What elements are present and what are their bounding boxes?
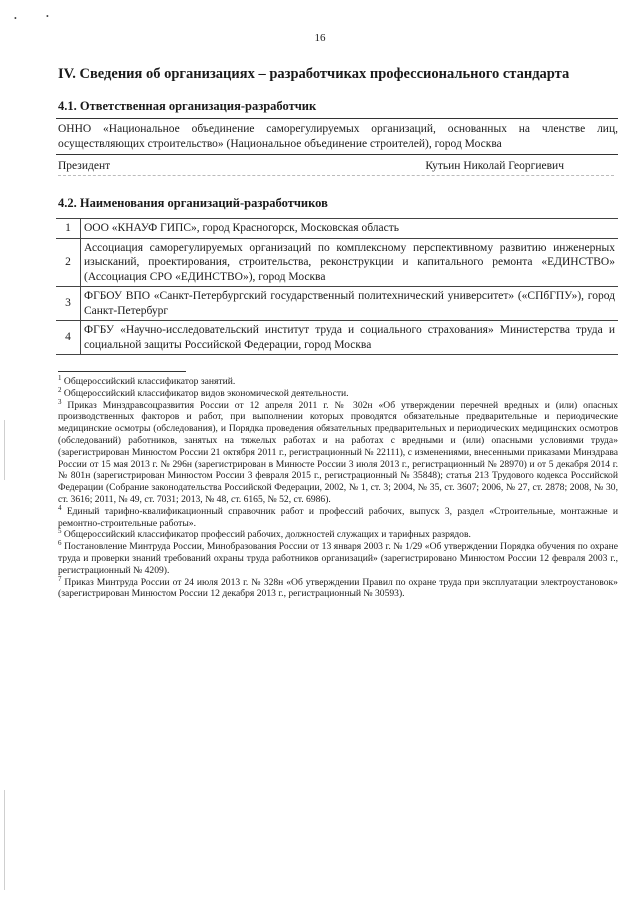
footnote-text: Приказ Минтруда России от 24 июля 2013 г. № 328н «Об утверждении Правил по охране труда при эксплуатации электроустановок» (зарегистрирован Минюстом России 12 декабря 2013 г., регистрационный № 30593). [58, 576, 618, 600]
signatory-position: Президент [58, 160, 111, 172]
footnote-mark: 6 [58, 538, 62, 547]
footnote-mark: 7 [58, 574, 62, 583]
row-number: 4 [56, 321, 81, 355]
table-row [56, 238, 618, 287]
table-row [56, 287, 618, 321]
footnote-mark: 3 [58, 397, 62, 406]
footnote-mark: 2 [58, 385, 62, 394]
footnote-separator [58, 371, 186, 372]
subsection-title-responsible: 4.1. Ответственная организация-разработчик [58, 99, 317, 113]
row-number: 1 [56, 219, 81, 239]
responsible-org-box [56, 118, 618, 155]
table-row [56, 219, 618, 239]
footnote [58, 529, 618, 541]
section-title: IV. Сведения об организациях – разработчиках профессионального стандарта [58, 66, 570, 82]
footnotes [58, 373, 619, 600]
footnote [58, 397, 618, 506]
footnote [58, 385, 618, 400]
scan-edge-mark [4, 790, 5, 890]
footnote [58, 574, 618, 601]
row-org-name: Ассоциация саморегулируемых организаций по комплексному перспективному развитию инженерных изысканий, проектирования, строительства, реконструкции и капитального ремонта «ЕДИНСТВО» (Ассоциация СРО «ЕДИНСТВО»), город Москва [81, 238, 619, 287]
footnote [58, 503, 618, 530]
signatory-row [58, 160, 614, 176]
signatory-name: Кутьин Николай Георгиевич [425, 160, 564, 172]
footnote-text: Общероссийский классификатор занятий. [63, 376, 236, 387]
row-number: 3 [56, 287, 81, 321]
footnote-text: Единый тарифно-квалификационный справочник работ и профессий рабочих, выпуск 3, раздел «Строительные, монтажные и ремонтно-строительные работы». [58, 505, 618, 529]
scan-speck: • [46, 12, 49, 21]
page-number: 16 [314, 32, 326, 44]
row-org-name: ФГБОУ ВПО «Санкт-Петербургский государственный политехнический университет» («СПбГПУ»), город Санкт-Петербург [81, 287, 619, 321]
row-org-name: ФГБУ «Научно-исследовательский институт труда и социального страхования» Министерства труда и социальной защиты Российской Федерации, город Москва [81, 321, 619, 355]
scan-edge-mark [4, 420, 5, 480]
footnote-mark: 5 [58, 527, 62, 536]
developers-table [56, 218, 618, 355]
footnote-text: Общероссийский классификатор видов экономической деятельности. [63, 387, 349, 399]
responsible-org-text: ОННО «Национальное объединение саморегулируемых организаций, основанных на членстве лиц, осуществляющих строительство» (Национальное объединение строителей), город Москва [58, 123, 618, 150]
footnote [58, 373, 618, 388]
row-number: 2 [56, 238, 81, 287]
footnote-text: Постановление Минтруда России, Минобразования России от 13 января 2003 г. № 1/29 «Об утверждении Порядка обучения по охране труда и проверки знаний требований охраны труда работников организаций» (зарегистрировано Минюстом России 12 февраля 2003 г., регистрационный № 4209). [58, 541, 619, 576]
footnote [58, 538, 619, 576]
table-row [56, 321, 618, 355]
scan-speck: • [14, 14, 17, 23]
subsection-title-developers: 4.2. Наименования организаций-разработчиков [58, 196, 328, 210]
footnote-text: Общероссийский классификатор профессий рабочих, должностей служащих и тарифных разрядов. [63, 529, 471, 541]
footnote-mark: 1 [58, 373, 62, 382]
footnote-mark: 4 [58, 503, 62, 512]
footnote-text: Приказ Минздравсоцразвития России от 12 апреля 2011 г. № 302н «Об утверждении перечней вредных и (или) опасных производственных факторов и работ, при выполнении которых проводятся обязательные предварительные и периодические медицинские осмотры (обследования), и Порядка проведения обязательных предварительных и периодических медицинских осмотров (обследований) работников, занятых на тяжелых работах и на работах с вредными и (или) опасными условиями труда» (зарегистрирован Минюстом России 21 октября 2011 г., регистрационный № 22111), с изменениями, внесенными приказами Минздрава России от 15 мая 2013 г. № 296н (зарегистрирован в Минюсте России 3 июля 2013 г., регистрационный № 28970) и от 5 декабря 2014 г. № 801н (зарегистрирован Минюстом России 3 февраля 2015 г., регистрационный № 35848); статья 213 Трудового кодекса Российской Федерации (Собрание законодательства Российской Федерации, 2002, № 1, ст. 3; 2004, № 35, ст. 3607; 2006, № 27, ст. 2878; 2008, № 30, ст. 3616; 2011, № 49, ст. 7031; 2013, № 48, ст. 6165, № 52, ст. 6986). [58, 399, 618, 505]
row-org-name: ООО «КНАУФ ГИПС», город Красногорск, Московская область [81, 219, 619, 239]
